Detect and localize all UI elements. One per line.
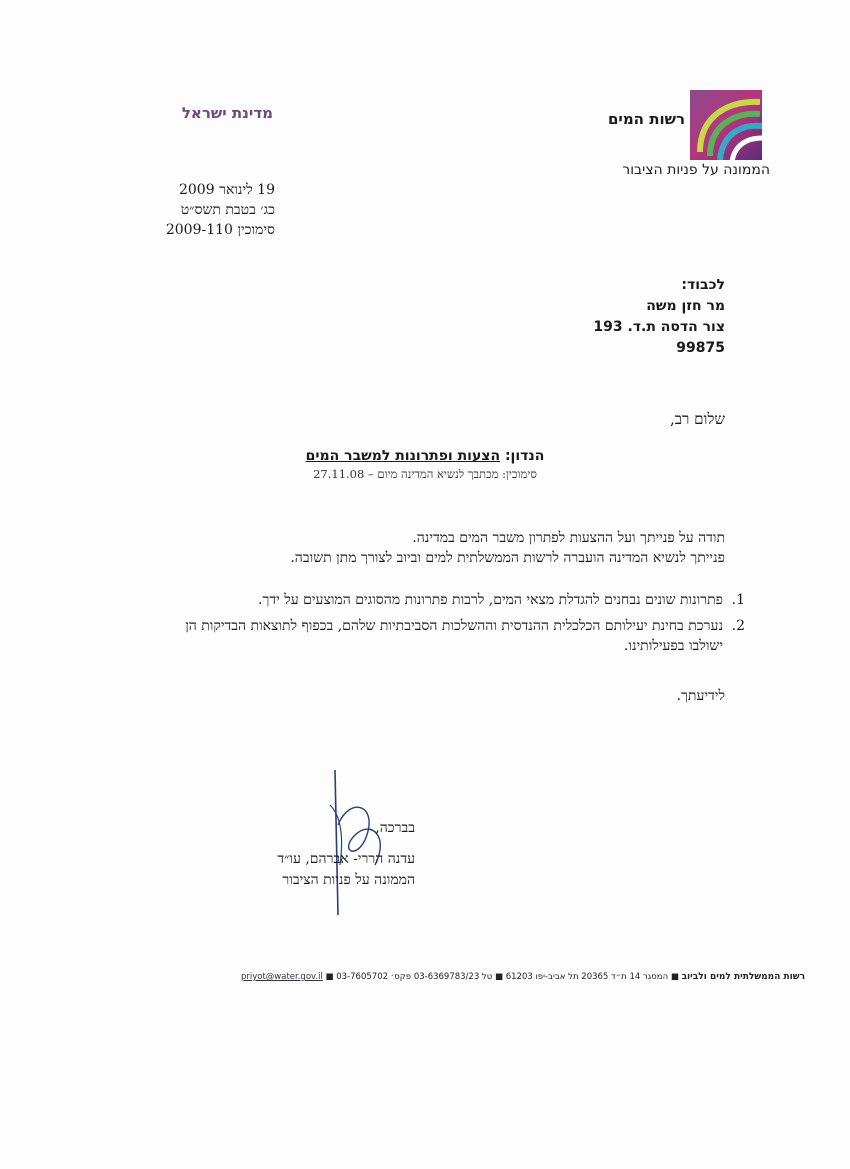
body-line-1: תודה על פנייתך ועל ההצעות לפתרון משבר המים במדינה.	[412, 530, 725, 546]
logo-subtitle: הממונה על פניות הציבור	[622, 162, 770, 178]
list-number: 1.	[731, 592, 745, 608]
date-block	[166, 180, 275, 240]
blessing: בברכה,	[375, 820, 415, 836]
list-text: נערכת בחינת יעילותם הכלכלית ההנדסית וההשלכות הסביבתיות שלהם, בכפוף לתוצאות הבדיקות הן ישולבו בפעילותינו.	[185, 618, 723, 654]
reference-number: סימוכין 2009-110	[165, 222, 275, 238]
recipient-street: צור הדסה ת.ד. 193	[593, 319, 725, 335]
state-name: מדינת ישראל	[181, 104, 273, 122]
salutation: לכבוד:	[681, 277, 725, 293]
recipient-name: מר חזן משה	[646, 298, 725, 314]
subject-line	[0, 448, 850, 464]
footer-details: ■ המסגר 14 ת״ד 20365 תל אביב-יפו 61203 ■ טל 03-6369783/23 פקס׳ 03-7605702 ■	[325, 972, 679, 982]
logo-name: רשות המים	[607, 110, 685, 128]
closing-note: לידיעתך.	[676, 688, 725, 704]
greeting: שלום רב,	[670, 410, 725, 428]
list-number: 2.	[731, 618, 745, 634]
hebrew-date: כג׳ בטבת תשס״ט	[180, 202, 275, 218]
body-list	[165, 590, 745, 662]
signer-title: הממונה על פניות הציבור	[282, 872, 415, 888]
footer-org: רשות הממשלתית למים ולביוב	[681, 972, 805, 982]
signature-block	[277, 818, 415, 891]
water-authority-logo	[690, 90, 762, 160]
gregorian-date: 19 לינואר 2009	[178, 182, 275, 198]
body-paragraph	[165, 528, 725, 568]
body-line-2: פנייתך לנשיא המדינה הועברה לרשות הממשלתית למים וביוב לצורך מתן תשובה.	[290, 550, 725, 566]
recipient-address	[593, 275, 725, 359]
list-item	[165, 590, 745, 610]
list-text: פתרונות שונים נבחנים להגדלת מצאי המים, לרבות פתרונות מהסוגים המוצעים על ידך.	[258, 592, 723, 608]
subject-text: הצעות ופתרונות למשבר המים	[305, 448, 501, 464]
subject-label: הנדון:	[504, 448, 545, 464]
footer	[241, 972, 805, 982]
list-item	[165, 616, 745, 656]
recipient-zip: 99875	[676, 340, 725, 356]
subject-reference: סימוכין: מכתבך לנשיא המדינה מיום – 27.11.08	[313, 467, 537, 481]
footer-email[interactable]: priyot@water.gov.il	[240, 972, 323, 982]
signer-name: עדנה הררי- אברהם, עו״ד	[277, 851, 415, 867]
